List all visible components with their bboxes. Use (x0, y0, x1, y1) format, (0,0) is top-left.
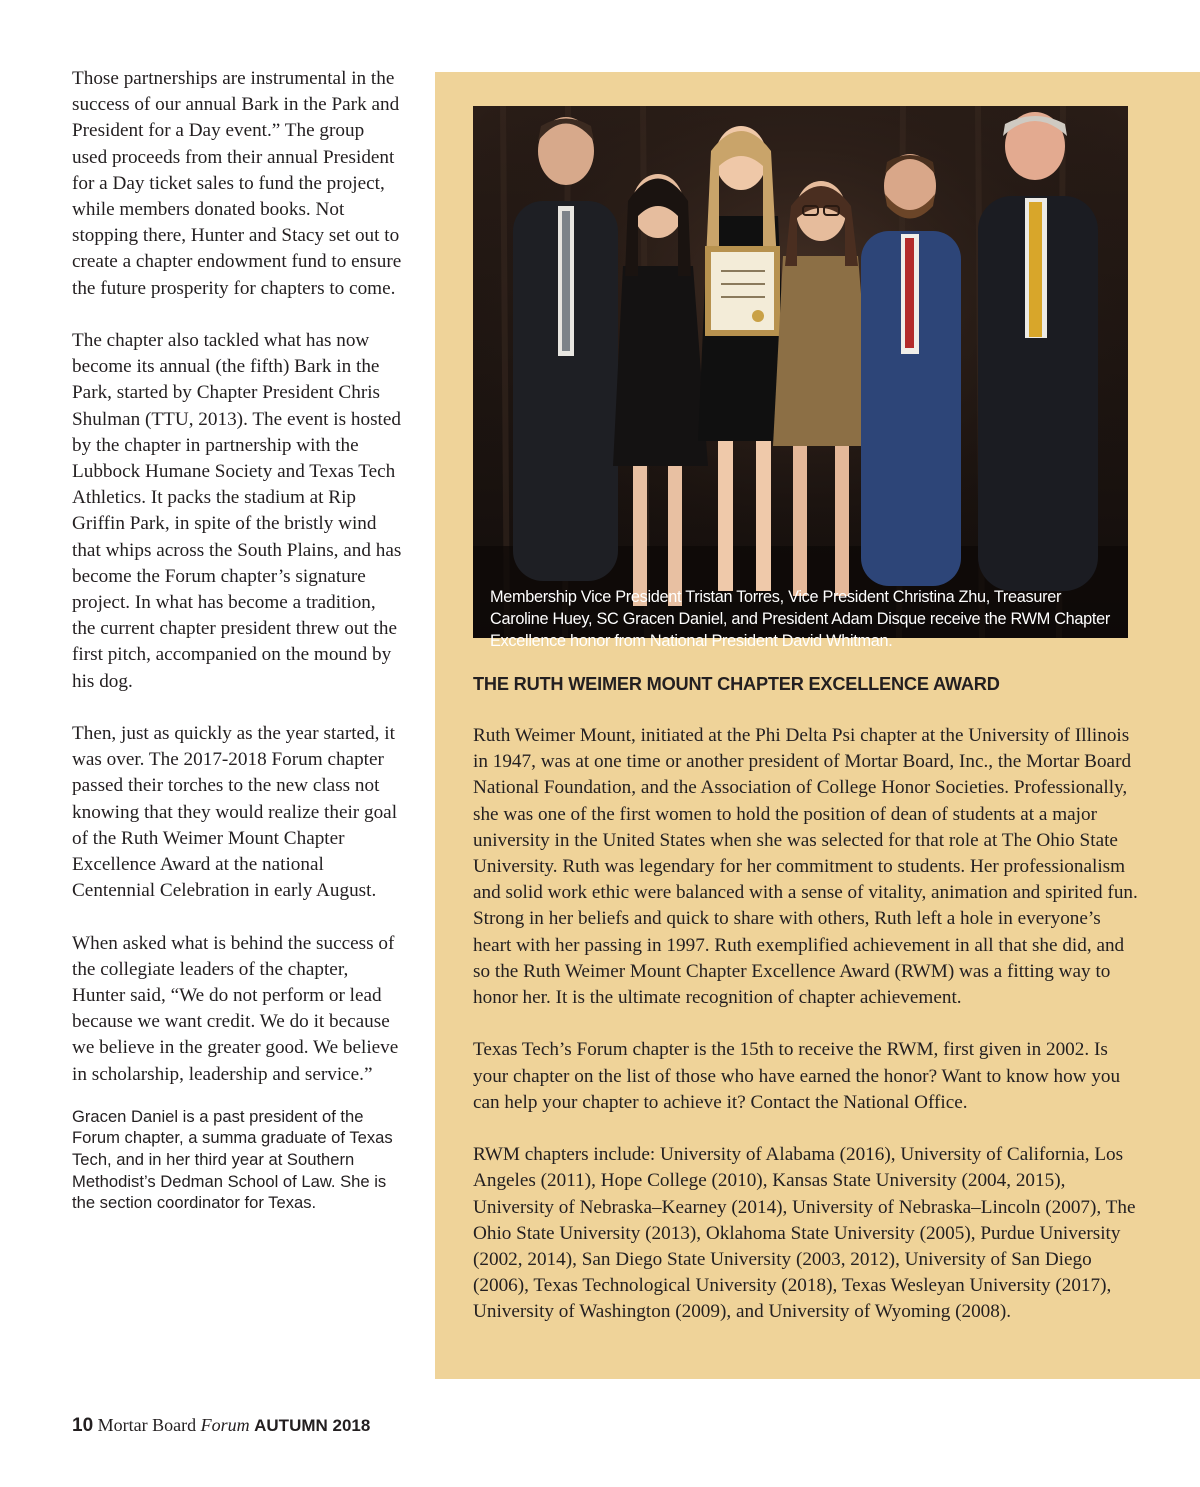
article-paragraph: Those partnerships are instrumental in the success of our annual Bark in the Park and President for a Day event.” The group used proceeds from their annual President for a Day ticket sales to fund the project, while members donated books. Not stopping there, Hunter and Stacy set out to create a chapter endowment fund to ensure the future prosperity for chapters to come. (72, 68, 402, 299)
article-paragraph: The chapter also tackled what has now become its annual (the fifth) Bark in the Park, started by Chapter President Chris Shulman (TTU, 2013). The event is hosted by the chapter in partnership with the Lubbock Humane Society and Texas Tech Athletics. It packs the stadium at Rip Griffin Park, in spite of the bristly wind that whips across the South Plains, and has become the Forum chapter’s signature project. In what has become a tradition, the current chapter president threw out the first pitch, accompanied on the mound by his dog. (72, 330, 402, 692)
article-paragraph: Then, just as quickly as the year started, it was over. The 2017-2018 Forum chapter passed their torches to the new class not knowing that they would realize their goal of the Ruth Weimer Mount Chapter Excellence Award at the national Centennial Celebration in early August. (72, 723, 398, 902)
author-bio: Gracen Daniel is a past president of the Forum chapter, a summa graduate of Texas Tech, and in her third year at Southern Methodist’s Dedman School of Law. She is the section coordinator for Texas. (72, 1106, 393, 1213)
group-photo-illustration (473, 106, 1128, 638)
award-photo (473, 106, 1128, 650)
award-sidebar (435, 72, 1200, 1379)
award-paragraph: Texas Tech’s Forum chapter is the 15th to receive the RWM, first given in 2002. Is your chapter on the list of those who have earned the honor? Want to know how you can help your chapter to achieve it? Contact the National Office. (473, 1039, 1121, 1113)
award-paragraph: RWM chapters include: University of Alabama (2016), University of California, Los Angeles (2011), Hope College (2010), Kansas State University (2004, 2015), University of Nebraska–Kearney (2014), University of Nebraska–Lincoln (2007), The Ohio State University (2013), Oklahoma State University (2005), Purdue University (2002, 2014), San Diego State University (2003, 2012), University of San Diego (2006), Texas Technological University (2018), Texas Wesleyan University (2017), University of Washington (2009), and University of Wyoming (2008). (473, 1144, 1136, 1323)
award-heading: THE RUTH WEIMER MOUNT CHAPTER EXCELLENCE AWARD (473, 674, 1000, 694)
issue-label: AUTUMN 2018 (254, 1416, 371, 1435)
photo-caption: Membership Vice President Tristan Torres, Vice President Christina Zhu, Treasurer Caroline Huey, SC Gracen Daniel, and President Adam Disque receive the RWM Chapter Excellence honor from National President David Whitman. (490, 588, 1111, 650)
publication-name: Mortar Board (97, 1415, 197, 1435)
left-column (72, 66, 402, 1214)
page-footer (72, 1413, 370, 1438)
article-paragraph: When asked what is behind the success of the collegiate leaders of the chapter, Hunter said, “We do not perform or lead because we want credit. We do it because we believe in the greater good. We believe in scholarship, leadership and service.” (72, 932, 399, 1085)
award-paragraph: Ruth Weimer Mount, initiated at the Phi Delta Psi chapter at the University of Illinois in 1947, was at one time or another president of Mortar Board, Inc., the Mortar Board National Foundation, and the Association of College Honor Societies. Professionally, she was one of the first women to hold the position of dean of students at a major university in the United States when she was selected for that role at The Ohio State University. Ruth was legendary for her commitment to students. Her professionalism and solid work ethic were balanced with a sense of vitality, animation and spirited fun. Strong in her beliefs and quick to share with others, Ruth left a hole in everyone’s heart with her passing in 1997. Ruth exemplified achievement in all that she did, and so the Ruth Weimer Mount Chapter Excellence Award (RWM) was a fitting way to honor her. It is the ultimate recognition of chapter achievement. (473, 725, 1138, 1009)
publication-italic: Forum (200, 1415, 250, 1435)
page-number: 10 (72, 1415, 94, 1436)
award-text (473, 723, 1138, 1352)
